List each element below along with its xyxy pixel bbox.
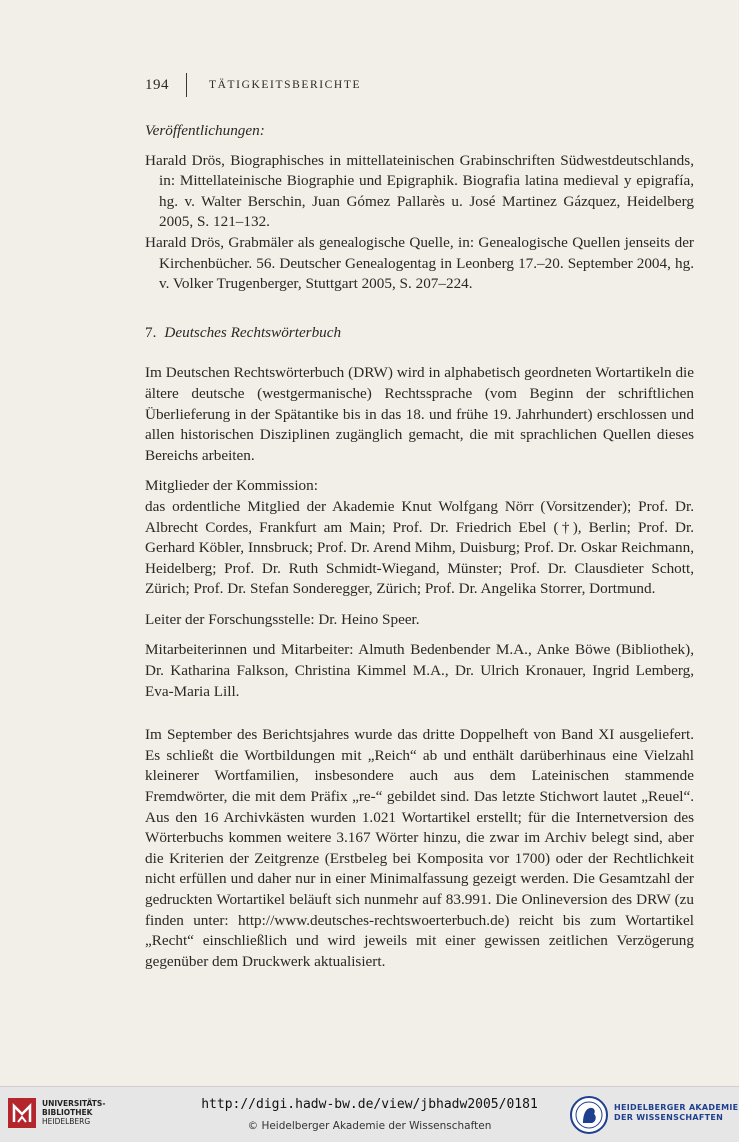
members-label: Mitglieder der Kommission: — [145, 477, 318, 495]
academy-name — [614, 1103, 738, 1123]
academy-line: DER WISSENSCHAFTEN — [614, 1113, 724, 1122]
page-header — [145, 74, 361, 96]
permalink[interactable]: http://digi.hadw-bw.de/view/jbhadw2005/0181 — [201, 1097, 538, 1112]
publication-entry: Harald Drös, Biographisches in mittellateinischen Grabinschriften Südwestdeutschlands, in: Mittellateinische Biographie und Epigraphik. Biografia latina medieval y epigrafía, hg. v. Walter Berschin, Juan Gómez Pallarès u. José Martinez Gázquez, Heidelberg 2005, S. 121–132. — [145, 151, 694, 231]
staff-paragraph: Mitarbeiterinnen und Mitarbeiter: Almuth Bedenbender M.A., Anke Böwe (Bibliothek), Dr. Katharina Falkson, Christina Kimmel M.A., Dr. Ulrich Kronauer, Ingrid Lemberg, Eva-Maria Lill. — [145, 641, 694, 700]
academy-seal-icon — [570, 1096, 608, 1134]
section-number: 7. — [145, 323, 157, 341]
page-body — [145, 121, 694, 972]
library-line: UNIVERSITÄTS- — [42, 1099, 106, 1108]
library-line: HEIDELBERG — [42, 1117, 91, 1126]
academy-line: HEIDELBERGER AKADEMIE — [614, 1103, 739, 1112]
publication-entry: Harald Drös, Grabmäler als genealogische Quelle, in: Genealogische Quellen jenseits der Kirchenbücher. 56. Deutscher Genealogentag in Leonberg 17.–20. September 2004, hg. v. Volker Trugenberger, Stuttgart 2005, S. 207–224. — [145, 233, 694, 293]
intro-paragraph: Im Deutschen Rechtswörterbuch (DRW) wird in alphabetisch geordneten Wortartikeln die ältere deutsche (westgermanische) Rechtssprache (vom Beginn der schriftlichen Überlieferung in der Spätantike bis in das 18. und frühe 19. Jahrhundert) erschlossen und allen historischen Disziplinen zugänglich gemacht, die mit sprachlichen Quellen dieses Bereichs arbeiten. — [145, 364, 694, 464]
leader-paragraph: Leiter der Forschungsstelle: Dr. Heino Speer. — [145, 610, 420, 628]
copyright-notice: © Heidelberger Akademie der Wissenschaften — [247, 1120, 492, 1132]
publications-label: Veröffentlichungen: — [145, 122, 265, 139]
section-heading — [145, 323, 694, 344]
members-paragraph: das ordentliche Mitglied der Akademie Knut Wolfgang Nörr (Vorsitzender); Prof. Dr. Albrecht Cordes, Frankfurt am Main; Prof. Dr. Friedrich Ebel (†), Berlin; Prof. Dr. Gerhard Köbler, Innsbruck; Prof. Dr. Arend Mihm, Duisburg; Prof. Dr. Oskar Reichmann, Heidelberg; Prof. Dr. Ruth Schmidt-Wiegand, Münster; Prof. Dr. Clausdieter Schott, Zürich; Prof. Dr. Stefan Sonderegger, Zürich; Prof. Dr. Angelika Storrer, Dortmund. — [145, 497, 694, 598]
digitization-footer — [0, 1086, 739, 1142]
running-title: TÄTIGKEITSBERICHTE — [209, 79, 362, 91]
section-title: Deutsches Rechtswörterbuch — [164, 323, 342, 341]
page-number: 194 — [145, 76, 169, 93]
header-divider — [186, 73, 187, 97]
library-line: BIBLIOTHEK — [42, 1108, 93, 1117]
report-paragraph: Im September des Berichtsjahres wurde das dritte Doppelheft von Band XI ausgeliefert. Es schließt die Wortbildungen mit „Reich“ ab und enthält darüberhinaus eine Vielzahl kleinerer Wortfamilien, insbesondere auch aus dem Lateinischen stammende Fremdwörter, die mit dem Präfix „re-“ gebildet sind. Das letzte Stichwort lautet „Reuel“. Aus den 16 Archivkästen wurden 1.021 Wortartikel erstellt; für die Internetversion des Wörterbuchs kommen weitere 3.167 Wörter hinzu, die zwar im Archiv belegt sind, aber die Kriterien der Zeitgrenze (Erstbeleg bei Komposita vor 1700) oder der Rechtlichkeit nicht erfüllen und daher nur in einer Minimalfassung gezeigt werden. Die Gesamtzahl der gedruckten Wortartikel beläuft sich nunmehr auf 83.991. Die Onlineversion des DRW (zu finden unter: http://www.deutsches-rechtswoerterbuch.de) reicht bis zum Wortartikel „Recht“ einschließlich und wird jeweils mit einer gewissen zeitlichen Verzögerung gegenüber dem Druckwerk aktualisiert. — [145, 726, 694, 970]
